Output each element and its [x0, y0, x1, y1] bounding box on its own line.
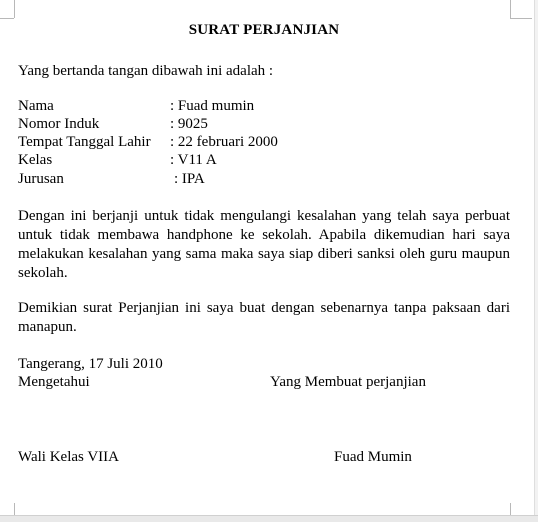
field-value: : 9025	[170, 116, 208, 132]
field-label: Nomor Induk	[18, 116, 100, 132]
intro-line[interactable]: Yang bertanda tangan dibawah ini adalah :	[18, 63, 274, 79]
margin-corner-top-right	[510, 0, 511, 18]
field-value: : 22 februari 2000	[170, 134, 278, 150]
promise-paragraph[interactable]: Dengan ini berjanji untuk tidak mengulangi kesalahan yang telah saya perbuat untuk tidak membawa handphone ke sekolah. Apabila dikemudian hari saya melakukan kesalahan yang sama maka saya siap diberi sanksi oleh guru maupun sekolah.	[18, 208, 510, 281]
field-label: Tempat Tanggal Lahir	[18, 134, 151, 150]
margin-corner-top-right-horizontal	[510, 18, 532, 19]
left-signature-heading[interactable]: Mengetahui	[18, 374, 90, 390]
field-label: Nama	[18, 98, 54, 114]
field-value: : Fuad mumin	[170, 98, 255, 114]
place-date[interactable]: Tangerang, 17 Juli 2010	[18, 356, 163, 372]
field-label: Jurusan	[18, 171, 64, 187]
left-signatory-name[interactable]: Wali Kelas VIIA	[18, 449, 119, 465]
document-title[interactable]: SURAT PERJANJIAN	[188, 22, 340, 38]
field-label: Kelas	[18, 152, 53, 168]
field-value: : IPA	[174, 171, 205, 187]
margin-corner-top-left-horizontal	[0, 18, 14, 19]
right-signatory-name[interactable]: Fuad Mumin	[334, 449, 412, 465]
margin-corner-bottom-right	[510, 503, 511, 515]
closing-paragraph[interactable]: Demikian surat Perjanjian ini saya buat dengan sebenarnya tanpa paksaan dari manapun.	[18, 300, 510, 335]
right-signature-heading[interactable]: Yang Membuat perjanjian	[270, 374, 426, 390]
page-right-edge	[534, 0, 538, 515]
margin-corner-bottom-left	[14, 503, 15, 515]
field-value: : V11 A	[170, 152, 217, 168]
margin-corner-top-left	[14, 0, 15, 18]
